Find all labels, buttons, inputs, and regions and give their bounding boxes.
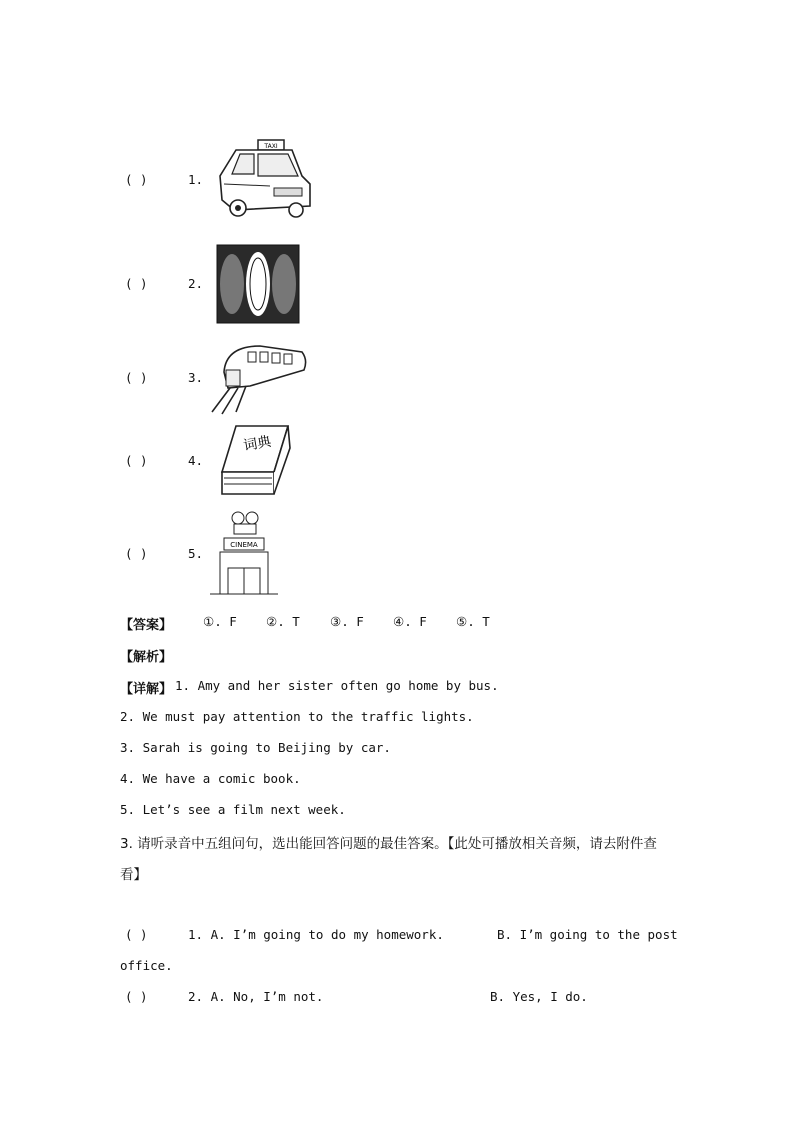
item-number: 1. bbox=[188, 172, 204, 187]
answer-paren: ( ) bbox=[125, 172, 148, 187]
option-a: 1. A. I’m going to do my homework. bbox=[188, 927, 444, 942]
answer-item: ①. F bbox=[203, 614, 237, 629]
answer-item: ④. F bbox=[393, 614, 427, 629]
option-b-continuation: office. bbox=[120, 958, 173, 973]
cinema-sign-text: CINEMA bbox=[230, 541, 258, 549]
option-b: B. I’m going to the post bbox=[497, 927, 678, 942]
answer-label: 【答案】 bbox=[120, 618, 173, 633]
cinema-icon bbox=[210, 508, 278, 596]
item-number: 2. bbox=[188, 276, 204, 291]
item-number: 3. bbox=[188, 370, 204, 385]
answer-item: ③. F bbox=[330, 614, 364, 629]
answer-paren: ( ) bbox=[125, 927, 148, 942]
train-icon bbox=[210, 340, 310, 416]
instruction-line: 看】 bbox=[120, 867, 147, 883]
answer-paren: ( ) bbox=[125, 453, 148, 468]
details-line: 2. We must pay attention to the traffic lights. bbox=[120, 709, 474, 724]
details-line: 1. Amy and her sister often go home by bus. bbox=[175, 678, 499, 693]
instruction-line: 3. 请听录音中五组问句，选出能回答问题的最佳答案。【此处可播放相关音频，请去附件查 bbox=[120, 836, 657, 852]
answer-paren: ( ) bbox=[125, 989, 148, 1004]
details-label: 【详解】 bbox=[120, 682, 173, 697]
dictionary-icon bbox=[218, 422, 294, 500]
taxi-sign-text: TAXI bbox=[264, 143, 278, 150]
answer-item: ②. T bbox=[266, 614, 300, 629]
item-number: 4. bbox=[188, 453, 204, 468]
traffic-light-icon bbox=[216, 244, 300, 324]
item-number: 5. bbox=[188, 546, 204, 561]
answer-paren: ( ) bbox=[125, 370, 148, 385]
taxi-icon bbox=[214, 136, 314, 222]
analysis-label: 【解析】 bbox=[120, 650, 173, 665]
dictionary-title-text: 词典 bbox=[242, 433, 273, 455]
details-line: 5. Let’s see a film next week. bbox=[120, 802, 346, 817]
details-line: 4. We have a comic book. bbox=[120, 771, 301, 786]
answer-paren: ( ) bbox=[125, 546, 148, 561]
option-a: 2. A. No, I’m not. bbox=[188, 989, 324, 1004]
answer-item: ⑤. T bbox=[456, 614, 490, 629]
details-line: 3. Sarah is going to Beijing by car. bbox=[120, 740, 391, 755]
option-b: B. Yes, I do. bbox=[490, 989, 588, 1004]
answer-paren: ( ) bbox=[125, 276, 148, 291]
